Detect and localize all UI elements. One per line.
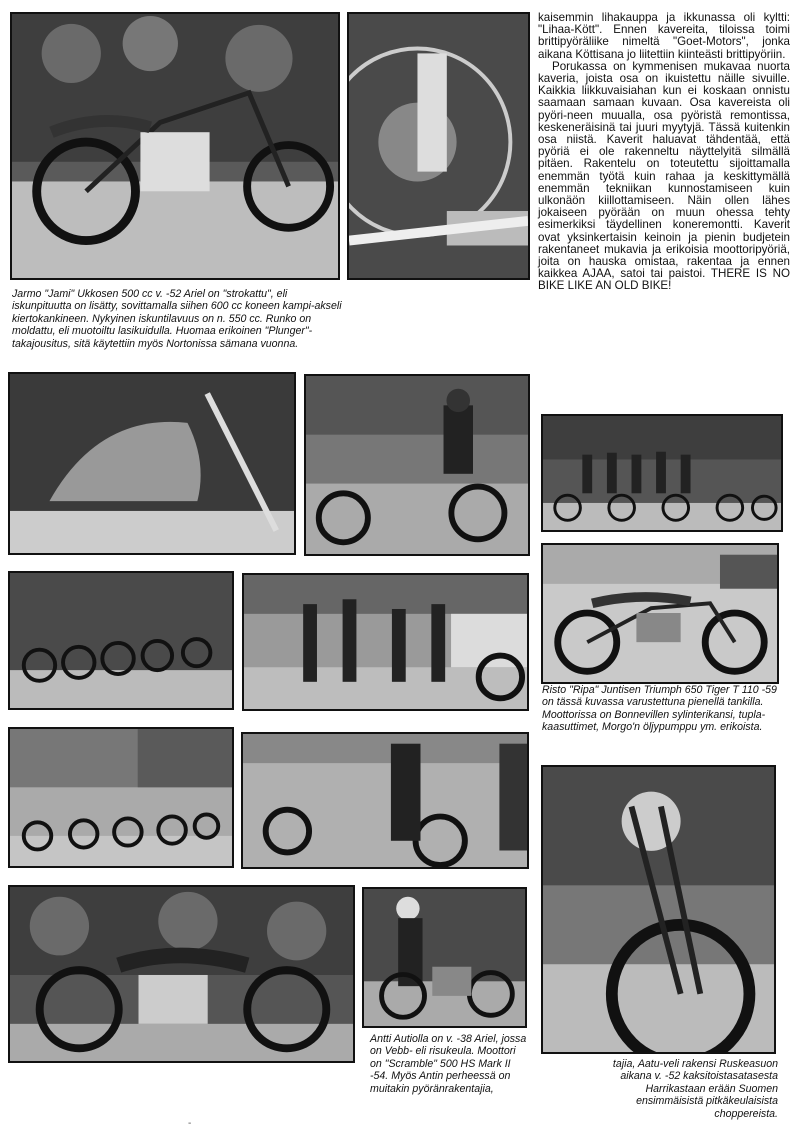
photo-group-row-bikes [541, 414, 783, 532]
photo-group-standing [242, 573, 529, 711]
photo-triumph-tiger [541, 543, 779, 684]
photo-antti-ariel [362, 887, 527, 1028]
photo-bikes-parked-row [8, 571, 234, 710]
page-footer-mark: - [188, 1118, 192, 1129]
caption-triumph: Risto "Ripa" Juntisen Triumph 650 Tiger T 110 -59 on tässä kuvassa varustettuna pienellä tankilla. Moottorissa on Bonnevillen sylinterikansi, tupla-kaasuttimet, Morgo'n öljypumppu ym. erikoista. [542, 684, 777, 734]
caption-ariel-strokattu: Jarmo "Jami" Ukkosen 500 cc v. -52 Ariel on "strokattu", eli iskunpituutta on lisätty, sovittamalla siihen 600 cc koneen kampi-akseli kiertokankineen. Nykyinen iskuntilavuus on n. 550 cc. Runko on moldattu, eli muotoiltu lasikuidulla. Huomaa erikoinen "Plunger"-takajousitus, sitä käytettiin myös Nortonissa sämana vuonna. [12, 288, 342, 350]
caption-aatu: tajia, Aatu-veli rakensi Ruskeasuon aikana v. -52 kaksitoistasatasesta Harrikastaan erään Suomen ensimmäisistä pitkäkeulaisista choppereista. [612, 1058, 778, 1120]
article-paragraph-2: Porukassa on kymmenisen mukavaa nuorta kaveria, joista osa on ikuistettu näille sivuille. Kaikkia liikkuvaisiahan kun ei koskaan onnistu saamaan samaan kuvaan. Osa kavereista oli pyöri-neen muualla, osa pyöristä remontissa, keskeneräisinä tai juuri myytyjä. Tässä kuitenkin osa niistä. Kaverit haluavat tähdentää, että pyöriä ei ole rakenneltu näyttelyitä silmällä pitäen. Rakentelu on toteutettu sijoittamalla enemmän työtä kuin rahaa ja keskittymällä enemmän tekniikan kunnostamiseen kuin ulkonäön kiillottamiseen. Näin ollen lähes jokaiseen pyörään on muun ohessa tehty esimerkiksi täydellinen koneremontti. Kaverit ovat yksinkertaisin keinoin ja pienin budjetein rakentaneet mukavia ja erikoisia moottoripyöriä, joita on hauska omistaa, rakentaa ja ennen kaikkea AJAA, satoi tai paistoi. THERE IS NO BIKE LIKE AN OLD BIKE! [538, 59, 790, 293]
photo-chopper-front-closeup [541, 765, 776, 1054]
photo-ariel-vintage [8, 885, 355, 1063]
photo-street-bikes-buildings [8, 727, 234, 868]
photo-tank-closeup [8, 372, 296, 555]
article-body-text [538, 12, 790, 293]
caption-antti: Antti Autiolla on v. -38 Ariel, jossa on Vebb- eli risukeula. Moottori on "Scramble" 500 HS Mark II -54. Myös Antin perheessä on muitakin pyöränrakentajia, [370, 1033, 527, 1095]
article-paragraph-1: kaisemmin lihakauppa ja ikkunassa oli kyltti: "Lihaa-Kött". Ennen kavereita, tiloissa toimi brittipyöräliike nimeltä "Goet-Motors", jonka aikana Köttisana jo liitettiin kiinteästi brittipyöriin. [538, 11, 790, 61]
photo-ariel-chopper-side [10, 12, 340, 280]
photo-rider-standing-bike [241, 732, 529, 869]
photo-rider-on-chopper [304, 374, 530, 556]
photo-engine-closeup [347, 12, 530, 280]
